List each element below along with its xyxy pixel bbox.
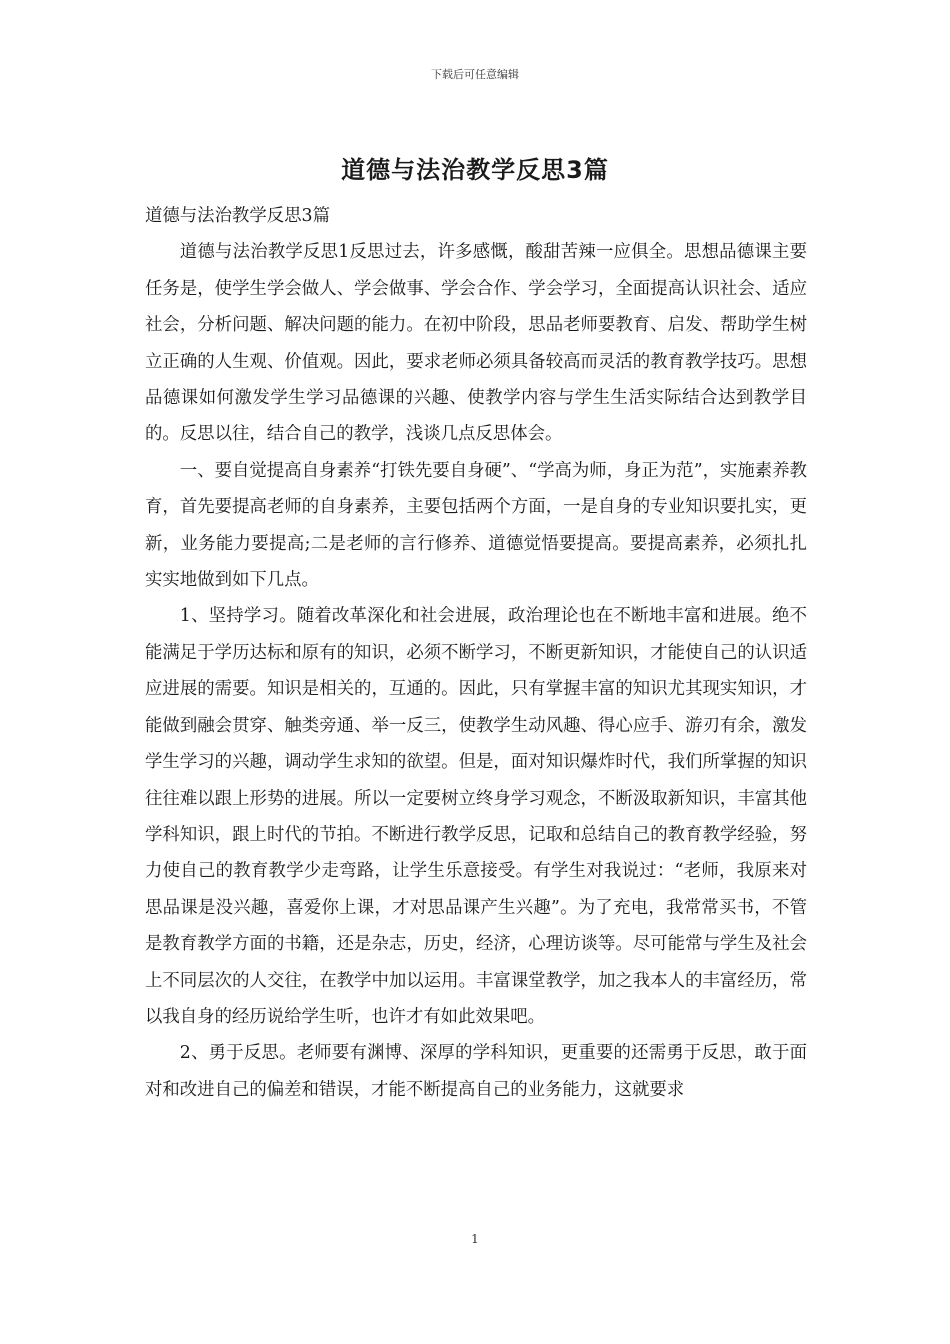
paragraph: 一、要自觉提高自身素养“打铁先要自身硬”、“学高为师，身正为范”，实施素养教育，首先要提高老师的自身素养，主要包括两个方面，一是自身的专业知识要扎实，更新，业务能力要提高;二是老师的言行修养、道德觉悟要提高。要提高素养，必须扎扎实实地做到如下几点。 <box>145 460 807 591</box>
header-note: 下载后可任意编辑 <box>431 68 519 81</box>
document-body <box>145 198 807 1108</box>
page-number: 1 <box>471 1232 479 1246</box>
page-title: 道德与法治教学反思3篇 <box>341 156 609 184</box>
paragraph: 1、坚持学习。随着改革深化和社会进展，政治理论也在不断地丰富和进展。绝不能满足于学历达标和原有的知识，必须不断学习，不断更新知识，才能使自己的认识适应进展的需要。知识是相关的，互通的。因此，只有掌握丰富的知识尤其现实知识，才能做到融会贯穿、触类旁通、举一反三，使教学生动风趣、得心应手、游刃有余，激发学生学习的兴趣，调动学生求知的欲望。但是，面对知识爆炸时代，我们所掌握的知识往往难以跟上形势的进展。所以一定要树立终身学习观念，不断汲取新知识，丰富其他学科知识，跟上时代的节拍。不断进行教学反思，记取和总结自己的教育教学经验，努力使自己的教育教学少走弯路，让学生乐意接受。有学生对我说过：“老师，我原来对思品课是没兴趣，喜爱你上课，才对思品课产生兴趣”。为了充电，我常常买书，不管是教育教学方面的书籍，还是杂志，历史，经济，心理访谈等。尽可能常与学生及社会上不同层次的人交往，在教学中加以运用。丰富课堂教学，加之我本人的丰富经历，常以我自身的经历说给学生听，也许才有如此效果吧。 <box>145 606 807 1027</box>
paragraph: 道德与法治教学反思1反思过去，许多感慨，酸甜苦辣一应俱全。思想品德课主要任务是，使学生学会做人、学会做事、学会合作、学会学习，全面提高认识社会、适应社会，分析问题、解决问题的能力。在初中阶段，思品老师要教育、启发、帮助学生树立正确的人生观、价值观。因此，要求老师必须具备较高而灵活的教育教学技巧。思想品德课如何激发学生学习品德课的兴趣、使教学内容与学生生活实际结合达到教学目的。反思以往，结合自己的教学，浅谈几点反思体会。 <box>145 242 807 445</box>
subtitle-line: 道德与法治教学反思3篇 <box>145 206 330 226</box>
paragraph: 2、勇于反思。老师要有渊博、深厚的学科知识，更重要的还需勇于反思，敢于面对和改进自己的偏差和错误，才能不断提高自己的业务能力，这就要求 <box>145 1043 807 1100</box>
